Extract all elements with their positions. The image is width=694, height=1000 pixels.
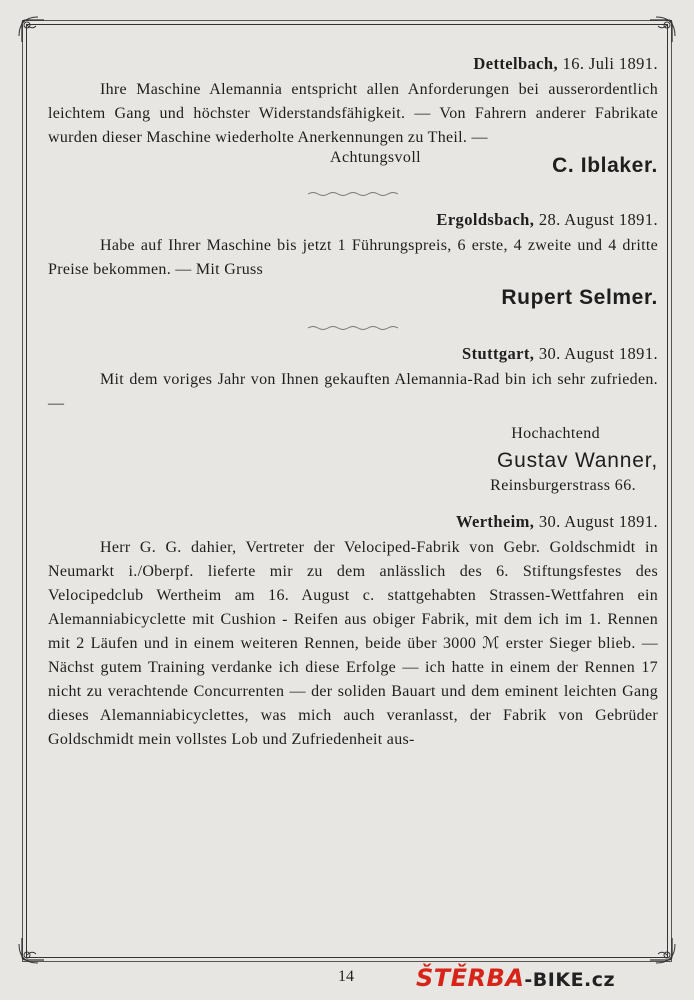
letter-body: Mit dem voriges Jahr von Ihnen gekauften Alemannia-Rad bin ich sehr zufrieden. — [48, 371, 658, 412]
letter-dateline [48, 208, 658, 232]
letter-stuttgart [48, 342, 658, 498]
letter-dateline [48, 342, 658, 366]
letter-ergoldsbach [48, 208, 658, 314]
letter-dateline [48, 52, 658, 76]
corner-ornament-icon [16, 14, 46, 44]
letter-place: Wertheim, [456, 512, 535, 531]
letter-signature: C. Iblaker. [552, 154, 658, 177]
divider-ornament-icon [308, 190, 398, 198]
letter-body: Habe auf Ihrer Maschine bis jetzt 1 Führungspreis, 6 erste, 4 zweite und 4 dritte Preise bekommen. — Mit Gruss [48, 237, 658, 278]
letter-signature: Rupert Selmer. [501, 286, 658, 309]
page-number: 14 [338, 968, 354, 985]
letter-address: Reinsburgerstrass 66. [490, 477, 636, 494]
corner-ornament-icon [16, 936, 46, 966]
letter-body: Herr G. G. dahier, Vertreter der Velociped-Fabrik von Gebr. Goldschmidt in Neumarkt i./Oberpf. lieferte mir zu dem anlässlich des 6. Stiftungsfestes des Velocipedclub Wertheim am 16. August c. stattgehabten Strassen-Wettfahren ein Alemanniabicyclette mit Cushion - Reifen aus obiger Fabrik, mit dem ich im 1. Rennen mit 2 Läufen und in einem weiteren Rennen, beide über 3000 ℳ erster Sieger blieb. — Nächst gutem Training verdanke ich diese Erfolge — ich hatte in einem der Rennen 17 nicht zu verachtende Concurrenten — der soliden Bauart und dem eminent leichten Gang dieses Alemanniabicyclettes, was mich auch veranlasst, der Fabrik von Gebrüder Goldschmidt mein vollstes Lob und Zufriedenheit aus- [48, 539, 658, 748]
letter-date: 30. August 1891. [538, 344, 658, 363]
divider-ornament-icon [308, 324, 398, 332]
letters-column [48, 52, 658, 752]
corner-ornament-icon [648, 936, 678, 966]
watermark-brand: ŠTĚRBA [416, 964, 525, 992]
watermark-logo [416, 964, 615, 992]
watermark-suffix: -BIKE.cz [524, 969, 616, 991]
corner-ornament-icon [648, 14, 678, 44]
letter-place: Dettelbach, [473, 54, 559, 73]
letter-body: Ihre Maschine Alemannia entspricht allen Anforderungen bei ausserordentlich leichtem Gang und höchster Widerstandsfähigkeit. — Von Fahrern anderer Fabrikate wurden dieser Maschine wiederholte Anerkennungen zu Theil. — [48, 81, 658, 146]
letter-closing: Achtungsvoll [330, 149, 422, 166]
letter-place: Stuttgart, [462, 344, 535, 363]
letter-closing: Hochachtend [511, 425, 600, 442]
letter-date: 30. August 1891. [538, 512, 658, 531]
letter-dateline [48, 510, 658, 534]
letter-date: 16. Juli 1891. [562, 54, 658, 73]
letter-dettelbach [48, 52, 658, 180]
letter-sign-row [48, 150, 658, 180]
letter-signature: Gustav Wanner, [497, 449, 658, 472]
letter-place: Ergoldsbach, [436, 210, 535, 229]
letter-date: 28. August 1891. [538, 210, 658, 229]
letter-wertheim [48, 510, 658, 752]
